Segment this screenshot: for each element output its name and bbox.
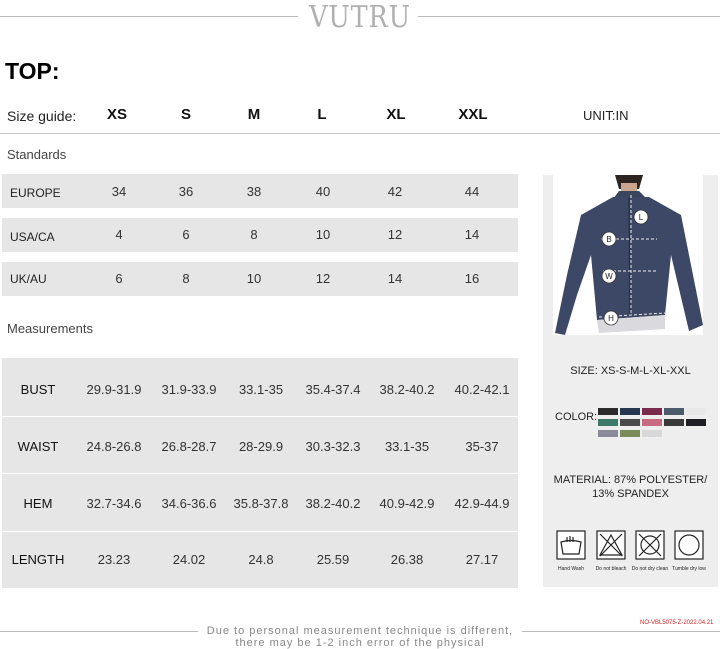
color-label: COLOR: [555, 411, 598, 423]
measurements-heading: Measurements [7, 321, 93, 336]
material-line-2: 13% SPANDEX [592, 488, 669, 500]
color-swatch [686, 408, 706, 415]
cell: 33.1-35 [384, 439, 430, 454]
brand-rule-left [0, 16, 298, 17]
footer-rule-right [522, 631, 720, 632]
footnote-line-1: Due to personal measurement technique is different, [206, 625, 514, 637]
standards-row-uk [2, 262, 518, 296]
brand-logo: VUTRU [309, 0, 411, 35]
color-swatch [686, 419, 706, 426]
cell: 14 [387, 271, 403, 286]
cell: 23.23 [97, 552, 131, 567]
cell: 25.59 [316, 552, 350, 567]
cell: 26.38 [390, 552, 424, 567]
size-header-row [0, 106, 720, 128]
care-label: Tumble dry low [672, 566, 706, 572]
color-swatch [598, 419, 618, 426]
cell: 12 [387, 227, 403, 242]
color-swatch [664, 408, 684, 415]
cell: 35.4-37.4 [305, 382, 361, 397]
cell: 32.7-34.6 [86, 496, 142, 511]
size-xl: XL [386, 106, 406, 123]
cell: 40.2-42.1 [454, 382, 510, 397]
cell: 24.8 [248, 552, 274, 567]
standards-row-europe [2, 174, 518, 208]
color-swatch [642, 430, 662, 437]
cell: 42.9-44.9 [454, 496, 510, 511]
cell: 38.2-40.2 [305, 496, 361, 511]
cell: 24.8-26.8 [86, 439, 142, 454]
size-l: L [317, 106, 327, 123]
material-line-1: MATERIAL: 87% POLYESTER/ [553, 474, 708, 486]
color-swatch [642, 408, 662, 415]
size-xxl: XXL [458, 106, 488, 123]
size-guide-label: Size guide: [7, 108, 77, 124]
brand-rule-right [418, 16, 720, 17]
row-label: USA/CA [10, 230, 55, 244]
cell: 40 [315, 184, 331, 199]
row-label-hem: HEM [23, 496, 53, 511]
product-code: NO-VBL5075-Z-2022.04.21 [640, 620, 714, 626]
cell: 34.6-36.6 [161, 496, 217, 511]
cell: 42 [387, 184, 403, 199]
size-s: S [180, 106, 191, 123]
care-label: Hand Wash [558, 566, 584, 572]
cell: 24.02 [172, 552, 206, 567]
row-label: EUROPE [10, 186, 61, 200]
marker-label-b: B [606, 235, 612, 244]
cell: 14 [464, 227, 480, 242]
cell: 36 [178, 184, 194, 199]
size-xs: XS [106, 106, 127, 123]
cell: 40.9-42.9 [379, 496, 435, 511]
color-swatch [642, 419, 662, 426]
cell: 10 [315, 227, 331, 242]
cell: 10 [246, 271, 262, 286]
cell: 26.8-28.7 [161, 439, 217, 454]
row-divider [2, 473, 518, 474]
standards-heading: Standards [7, 147, 67, 162]
do-not-dry-clean-icon [635, 530, 665, 560]
tumble-dry-low-icon [674, 530, 704, 560]
color-swatch [620, 430, 640, 437]
marker-label-h: H [608, 314, 614, 323]
cell: 6 [182, 227, 190, 242]
cell: 16 [464, 271, 480, 286]
size-range: SIZE: XS-S-M-L-XL-XXL [570, 365, 691, 377]
header-divider [0, 133, 720, 134]
cell: 27.17 [465, 552, 499, 567]
unit-label: UNIT:IN [583, 108, 629, 123]
cell: 35-37 [465, 439, 499, 454]
row-divider [2, 416, 518, 417]
cell: 38 [246, 184, 262, 199]
cell: 38.2-40.2 [379, 382, 435, 397]
row-label-bust: BUST [20, 382, 56, 397]
cell: 4 [115, 227, 123, 242]
cell: 31.9-33.9 [161, 382, 217, 397]
color-swatch [598, 408, 618, 415]
care-label: Do not dry clean [631, 566, 669, 572]
do-not-bleach-icon [596, 530, 626, 560]
hand-wash-icon [556, 530, 586, 560]
row-label-length: LENGTH [11, 552, 65, 567]
cell: 8 [250, 227, 258, 242]
cell: 28-29.9 [238, 439, 284, 454]
care-label: Do not bleach [595, 566, 627, 572]
cell: 34 [111, 184, 127, 199]
footnote-line-2: there may be 1-2 inch error of the physical [235, 637, 485, 649]
color-swatch [620, 408, 640, 415]
cell: 35.8-37.8 [233, 496, 289, 511]
page-title: TOP: [5, 58, 60, 84]
cell: 44 [464, 184, 480, 199]
marker-label-w: W [605, 272, 613, 281]
cell: 33.1-35 [238, 382, 284, 397]
cell: 8 [182, 271, 190, 286]
row-label: UK/AU [10, 272, 47, 286]
model-jacket-image [553, 175, 703, 335]
row-label-waist: WAIST [17, 439, 59, 454]
color-swatch [620, 419, 640, 426]
color-swatch [664, 419, 684, 426]
row-divider [2, 531, 518, 532]
standards-row-usa [2, 218, 518, 252]
size-m: M [247, 106, 261, 123]
marker-label-l: L [638, 213, 644, 222]
footer-rule-left [0, 631, 198, 632]
cell: 12 [315, 271, 331, 286]
cell: 6 [115, 271, 123, 286]
cell: 29.9-31.9 [86, 382, 142, 397]
footnote [200, 625, 520, 649]
color-swatch [598, 430, 618, 437]
cell: 30.3-32.3 [305, 439, 361, 454]
